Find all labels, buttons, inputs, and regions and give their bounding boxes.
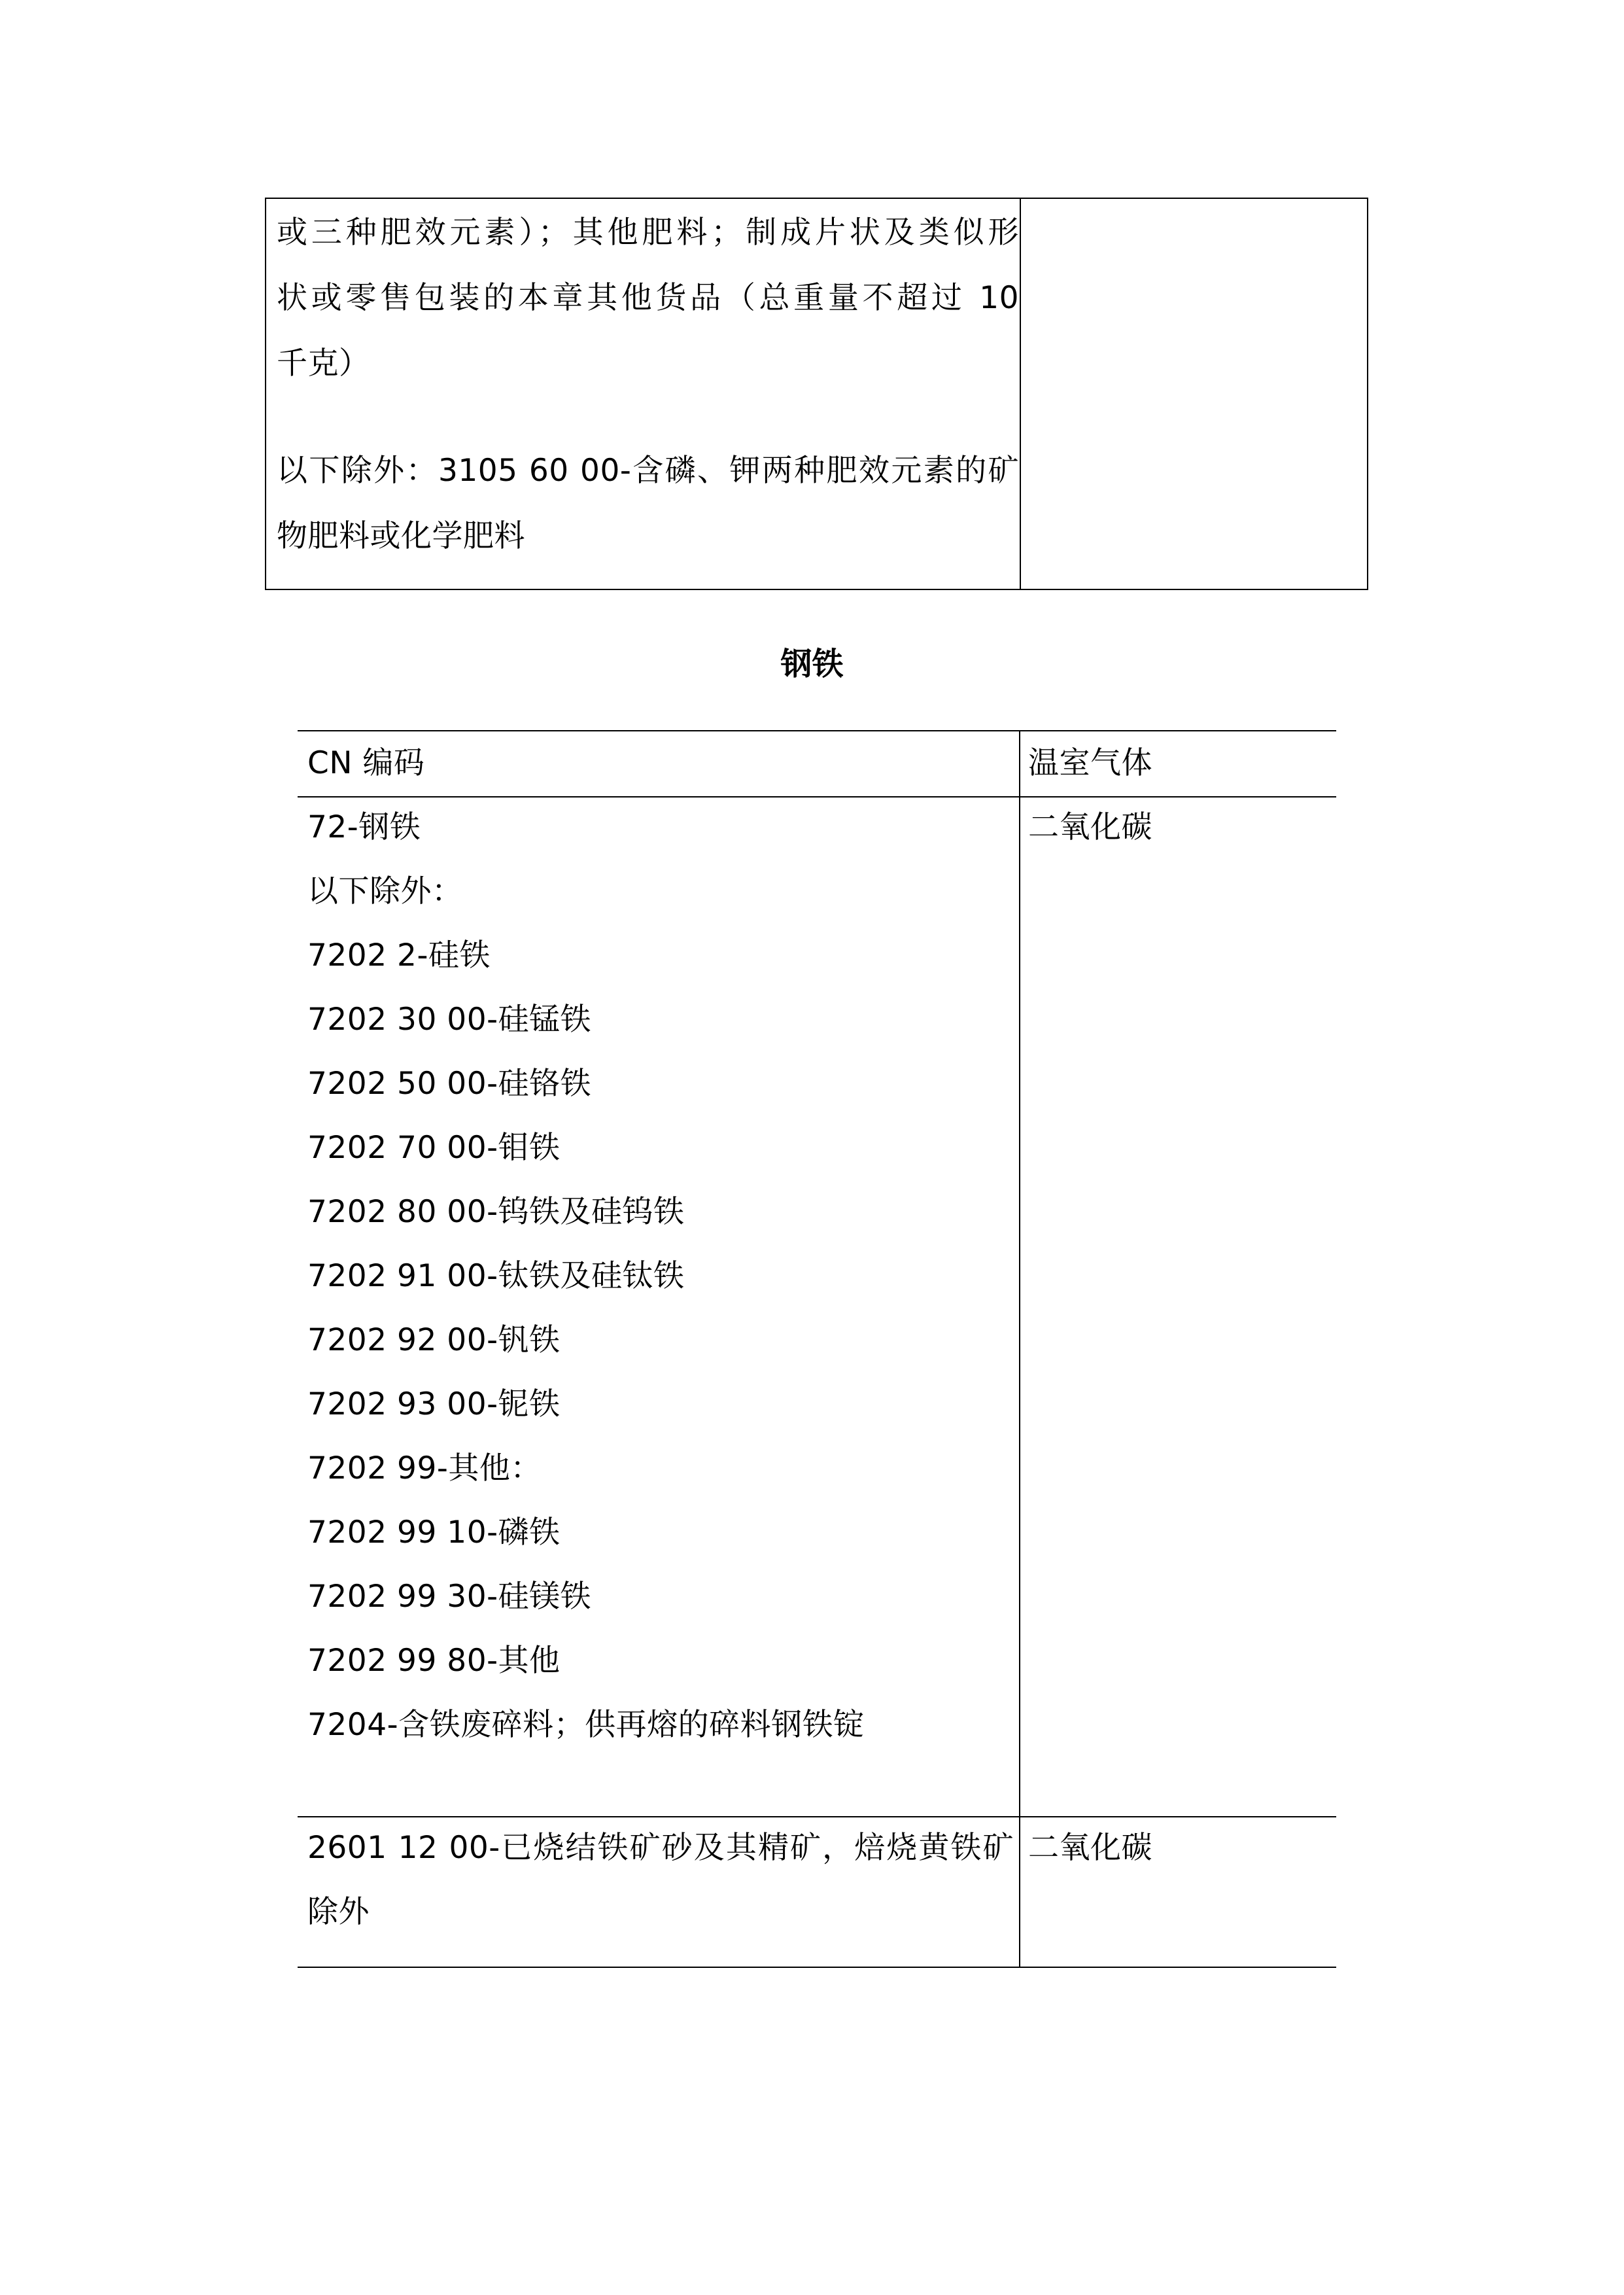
text-line: 状或零售包装的本章其他货品（总重量不超过 10: [277, 280, 1019, 316]
table-bottom-rule: [298, 1967, 1336, 1968]
list-item: 72-钢铁: [307, 809, 421, 845]
list-item: 2601 12 00-已烧结铁矿砂及其精矿，焙烧黄铁矿: [307, 1830, 1014, 1866]
list-item: 7204-含铁废碎料；供再熔的碎料钢铁锭: [307, 1707, 865, 1743]
row-2-gas: 二氧化碳: [1028, 1830, 1152, 1866]
list-item: 7202 91 00-钛铁及硅钛铁: [307, 1258, 685, 1294]
list-item: 7202 80 00-钨铁及硅钨铁: [307, 1194, 685, 1230]
list-item: 7202 30 00-硅锰铁: [307, 1002, 592, 1038]
text-line: 或三种肥效元素）；其他肥料；制成片状及类似形: [277, 215, 1019, 251]
row-1-cn-codes: [307, 796, 1014, 1757]
list-item: 7202 99 30-硅镁铁: [307, 1579, 592, 1615]
list-item: 7202 99 80-其他: [307, 1643, 561, 1679]
list-item: 除外: [307, 1894, 370, 1930]
section-title: 钢铁: [780, 646, 844, 682]
header-cn-code: CN 编码: [307, 745, 425, 781]
text-line: 千克）: [277, 345, 370, 381]
list-item: 7202 99 10-磷铁: [307, 1515, 561, 1550]
list-item: 7202 50 00-硅铬铁: [307, 1066, 592, 1102]
header-greenhouse-gas: 温室气体: [1028, 745, 1152, 781]
list-item: 7202 92 00-钒铁: [307, 1322, 561, 1358]
list-item: 7202 70 00-钼铁: [307, 1130, 561, 1166]
row-1-gas: 二氧化碳: [1028, 809, 1152, 845]
list-item: 7202 2-硅铁: [307, 937, 491, 973]
list-item: 7202 99-其他：: [307, 1450, 542, 1486]
column-divider: [1019, 730, 1020, 1968]
list-item: 以下除外：: [307, 873, 463, 909]
row-2-cn-codes: [307, 1816, 1014, 1944]
text-line: 物肥料或化学肥料: [277, 518, 525, 554]
text-line: 以下除外：3105 60 00-含磷、钾两种肥效元素的矿: [277, 453, 1019, 489]
list-item: 7202 93 00-铌铁: [307, 1386, 561, 1422]
